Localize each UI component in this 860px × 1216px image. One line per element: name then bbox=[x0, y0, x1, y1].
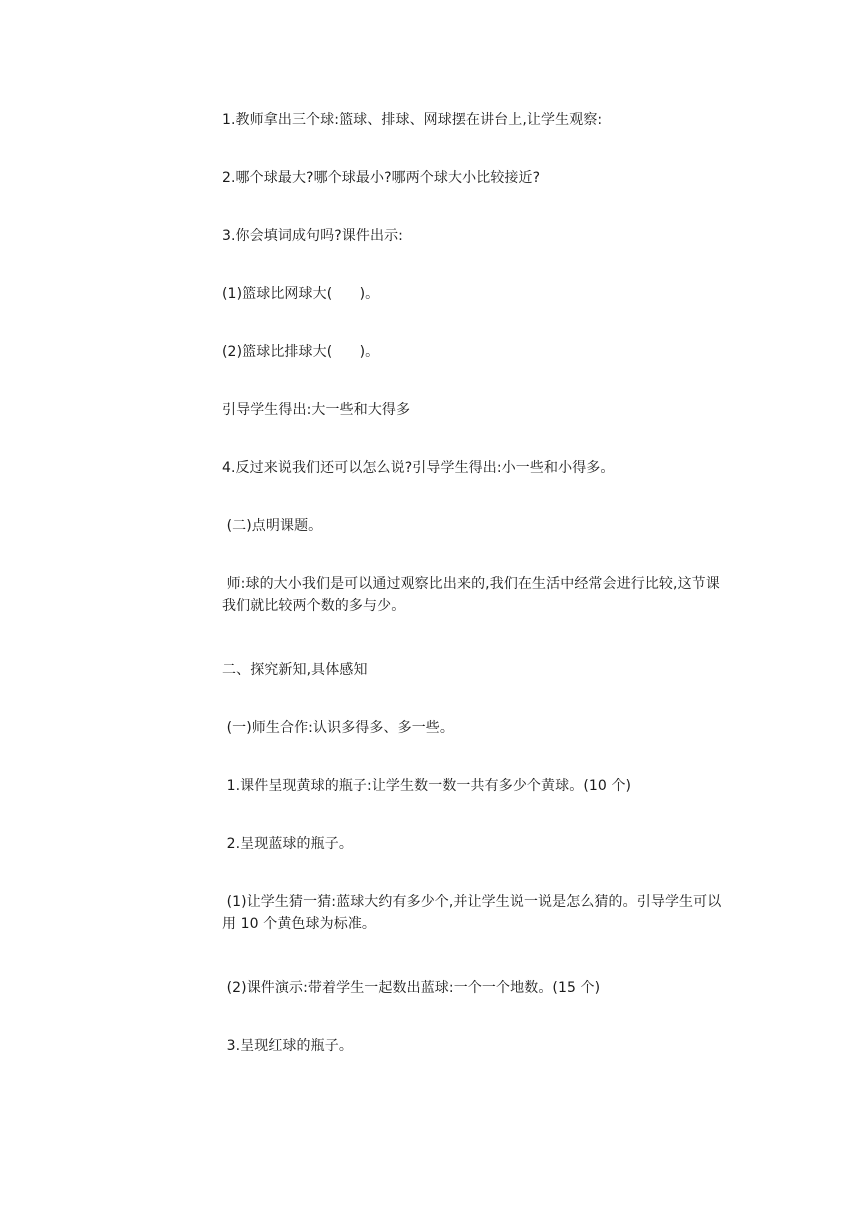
paragraph-13: 2.呈现蓝球的瓶子。 bbox=[222, 836, 353, 852]
paragraph-7: 4.反过来说我们还可以怎么说?引导学生得出:小一些和小得多。 bbox=[222, 460, 615, 476]
paragraph-12: 1.课件呈现黄球的瓶子:让学生数一数一共有多少个黄球。(10 个) bbox=[222, 778, 632, 794]
paragraph-5: (2)篮球比排球大( )。 bbox=[222, 344, 380, 360]
paragraph-14: (1)让学生猜一猜:蓝球大约有多少个,并让学生说一说是怎么猜的。引导学生可以用 10 个黄色球为标准。 bbox=[222, 894, 722, 932]
paragraph-2: 2.哪个球最大?哪个球最小?哪两个球大小比较接近? bbox=[222, 170, 541, 186]
paragraph-3: 3.你会填词成句吗?课件出示: bbox=[222, 228, 404, 244]
paragraph-10: 二、探究新知,具体感知 bbox=[222, 662, 368, 678]
paragraph-8: (二)点明课题。 bbox=[222, 518, 323, 534]
paragraph-15: (2)课件演示:带着学生一起数出蓝球:一个一个地数。(15 个) bbox=[222, 980, 601, 996]
paragraph-9: 师:球的大小我们是可以通过观察比出来的,我们在生活中经常会进行比较,这节课我们就比较两个数的多与少。 bbox=[222, 576, 720, 614]
paragraph-1: 1.教师拿出三个球:篮球、排球、网球摆在讲台上,让学生观察: bbox=[222, 112, 603, 128]
paragraph-11: (一)师生合作:认识多得多、多一些。 bbox=[222, 720, 455, 736]
paragraph-6: 引导学生得出:大一些和大得多 bbox=[222, 402, 411, 418]
paragraph-4: (1)篮球比网球大( )。 bbox=[222, 286, 380, 302]
paragraph-16: 3.呈现红球的瓶子。 bbox=[222, 1038, 353, 1054]
